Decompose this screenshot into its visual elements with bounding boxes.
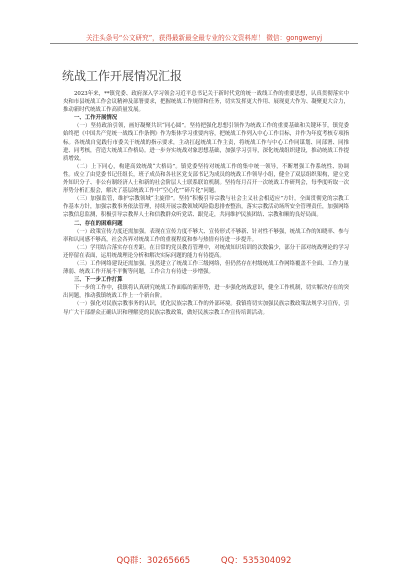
paragraph: （二）上下同心，构建高效统战“大格局”。镇党委坚持对统战工作的集中统一领导，不断增强工作系统性、协调性。成立了由党委书记任组长，班子成员和各社区党支部书记为成员的统战工作领导小组，健全了双层组织架构，建立党外知识分子、非公有制经济人士和新的社会阶层人士联系联谊机制。坚持每月召开一次统战工作研判会，每季度听取一次形势分析汇报会，解决了基层统战工作中“空心化”“碎片化”问题。 <box>63 163 349 195</box>
section-heading: 三、下一步工作打算 <box>74 277 123 284</box>
paragraph: （一）强化对民族宗教事务的认识，优化民族宗教工作的外部环境。我镇将切实加强民族宗教政策法规学习宣传，引导广大干部群众正确认识和理解党的民族宗教政策，做好民族宗教工作宣传培训活动。 <box>63 301 349 316</box>
header-banner <box>50 25 358 44</box>
footer <box>0 554 408 566</box>
footer-qq-group: QQ群：30265665 <box>116 556 191 566</box>
section-heading: 二、存在的困难问题 <box>74 220 123 227</box>
paragraph: （二）学用结合落实存在差距。在日常的党员教育管理中，对统战知识培训的次数偏少，部分干部对统战理论的学习还停留在表面，运用统战理论分析和解决实际问题的能力有待提高。 <box>63 244 349 259</box>
paragraph: 2023年来，**镇党委、政府深入学习领会习近平总书记关于新时代党的统一战线工作的重要思想，认真贯彻落实中央和市县统战工作会议精神及部署要求，把握统战工作规律和任务，切实发挥更大作用、展现更大作为、凝聚更大合力，推动新时代统战工作高质量发展。 <box>63 91 349 114</box>
paragraph: 下一步的工作中，我镇将认真研究统战工作面临的新形势，进一步强化统战意识，健全工作机制，切实解决存在的突出问题，推动我镇统战工作上一个新台阶。 <box>63 285 349 300</box>
paragraph: （一）政策宣传力度还需加强。表现在宣传力度不够大、宣传形式不够新、针对性不够强，统战工作的知晓率、参与率和认同感不够高，社会各界对统战工作的重视程度和参与热情有待进一步提升。 <box>63 228 349 243</box>
paragraph: （三）工作网络建设还需加强。虽然建立了统战工作三级网络，但仍然存在村级统战工作网络覆盖不全面、工作力量薄弱、统战工作开展不平衡等问题，工作合力有待进一步增强。 <box>63 260 349 276</box>
footer-qq-contact: QQ：535304092 <box>220 556 292 566</box>
document-title: 统战工作开展情况汇报 <box>62 69 183 83</box>
section-heading: 一、工作开展情况 <box>74 115 118 122</box>
banner-text: 关注头条号“公文研究”，获得最新最全最专业的公文资料库！ 微信：gongwenyj <box>85 34 323 42</box>
paragraph: （一）坚持政治引领，画好凝聚共识“同心圆”。坚持把强化思想引领作为统战工作的重要基础和关键环节，镇党委始终把《中国共产党统一战线工作条例》作为集体学习重要内容，把统战工作列入中心工作目标，并作为年度考核专项指标。各统战自觉践行市委关于统战的指示要求，主动扛起统战工作主责，将统战工作与中心工作同谋划、同部署、同推进、同考核，营造大统战工作格局。进一步夯实统战对象思想基础，加强学习引导，深化统战组织建设，推动统战工作提质增效。 <box>63 123 349 162</box>
document-body <box>63 90 349 317</box>
paragraph: （三）加强监管，维护宗教领域“主旋律”。坚持“积极引导宗教与社会主义社会相适应”方针，全面贯彻党的宗教工作基本方针，加强宗教事务依法管理，持续开展宗教领域风险隐患排查整治，落实宗教活动场所安全管理责任，加强网络宗教信息监测，积极引导宗教界人士和信教群众听党话、跟党走，共同维护民族团结、宗教和顺的良好局面。 <box>63 196 349 219</box>
